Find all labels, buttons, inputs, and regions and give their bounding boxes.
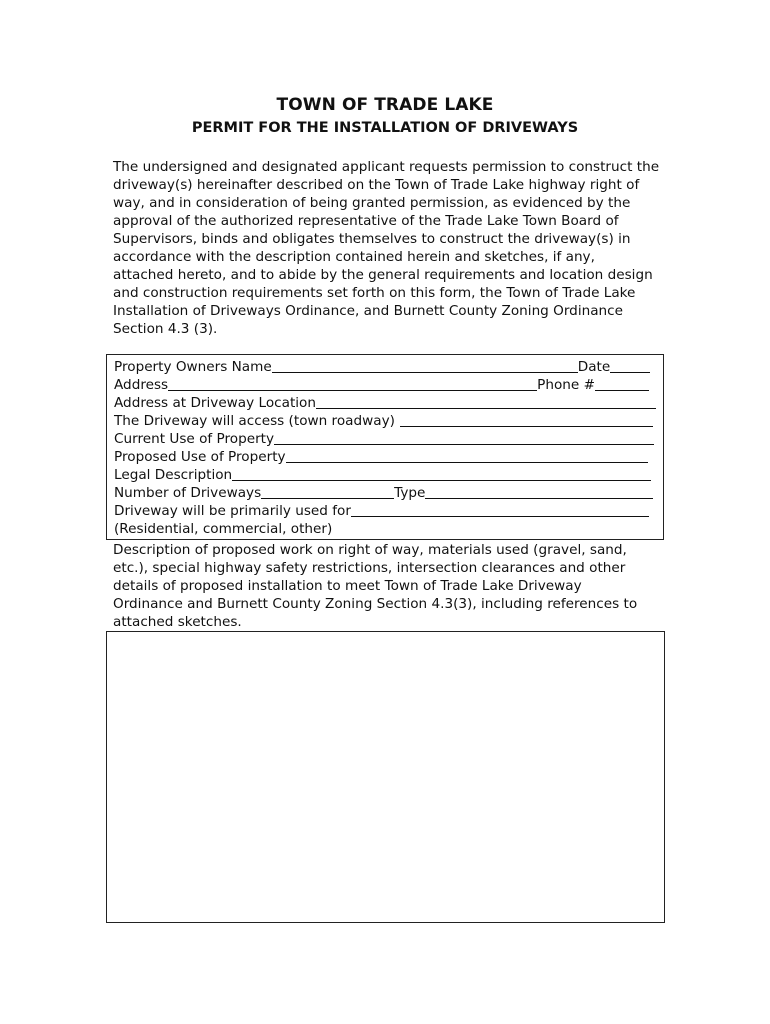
proposed-use-label: Proposed Use of Property	[114, 449, 286, 465]
primary-use-field[interactable]	[351, 502, 649, 517]
town-roadway-field[interactable]	[400, 412, 653, 427]
address-row	[114, 376, 649, 394]
owner-name-field[interactable]	[272, 358, 578, 373]
proposed-use-row	[114, 448, 648, 466]
driveway-location-field[interactable]	[316, 394, 656, 409]
intro-line: driveway(s) hereinafter described on the Town of Trade Lake highway right of	[113, 177, 640, 193]
date-field[interactable]	[610, 358, 650, 373]
type-label: Type	[394, 485, 426, 501]
type-field[interactable]	[425, 484, 653, 499]
description-line: Description of proposed work on right of way, materials used (gravel, sand,	[113, 542, 627, 558]
owner-name-label: Property Owners Name	[114, 359, 272, 375]
driveway-location-label: Address at Driveway Location	[114, 395, 316, 411]
legal-description-label: Legal Description	[114, 467, 233, 483]
primary-use-hint-row	[114, 520, 332, 538]
description-line: details of proposed installation to meet Town of Trade Lake Driveway	[113, 578, 582, 594]
intro-line: and construction requirements set forth on this form, the Town of Trade Lake	[113, 285, 636, 301]
phone-label: Phone #	[537, 377, 595, 393]
primary-use-row	[114, 502, 649, 520]
address-field[interactable]	[168, 376, 537, 391]
description-line: etc.), special highway safety restrictions, intersection clearances and other	[113, 560, 626, 576]
property-info-box	[106, 354, 664, 540]
intro-paragraph	[113, 158, 663, 338]
legal-description-field[interactable]	[232, 466, 651, 481]
legal-description-row	[114, 466, 651, 484]
primary-use-label: Driveway will be primarily used for	[114, 503, 351, 519]
intro-line: Installation of Driveways Ordinance, and Burnett County Zoning Ordinance	[113, 303, 623, 319]
intro-line: way, and in consideration of being granted permission, as evidenced by the	[113, 195, 631, 211]
intro-line: Section 4.3 (3).	[113, 321, 218, 337]
number-of-driveways-field[interactable]	[261, 484, 394, 499]
document-title: TOWN OF TRADE LAKE	[276, 95, 494, 115]
intro-line: approval of the authorized representative of the Trade Lake Town Board of	[113, 213, 619, 229]
phone-field[interactable]	[595, 376, 649, 391]
proposed-use-field[interactable]	[286, 448, 648, 463]
work-description-instructions	[113, 541, 663, 631]
current-use-field[interactable]	[274, 430, 654, 445]
description-line: attached sketches.	[113, 614, 242, 630]
driveway-location-row	[114, 394, 656, 412]
intro-line: The undersigned and designated applicant requests permission to construct the	[113, 159, 660, 175]
current-use-row	[114, 430, 654, 448]
owner-name-row	[114, 358, 650, 376]
intro-line: accordance with the description contained herein and sketches, if any,	[113, 249, 595, 265]
document-subtitle: PERMIT FOR THE INSTALLATION OF DRIVEWAYS	[191, 120, 579, 136]
work-description-field[interactable]	[106, 631, 665, 923]
intro-line: Supervisors, binds and obligates themselves to construct the driveway(s) in	[113, 231, 631, 247]
description-line: Ordinance and Burnett County Zoning Section 4.3(3), including references to	[113, 596, 638, 612]
address-label: Address	[114, 377, 169, 393]
intro-line: attached hereto, and to abide by the general requirements and location design	[113, 267, 653, 283]
current-use-label: Current Use of Property	[114, 431, 275, 447]
town-roadway-row	[114, 412, 653, 430]
driveways-row	[114, 484, 653, 502]
date-label: Date	[577, 359, 611, 375]
town-roadway-label: The Driveway will access (town roadway)	[114, 413, 395, 429]
number-of-driveways-label: Number of Driveways	[114, 485, 262, 501]
primary-use-hint: (Residential, commercial, other)	[114, 521, 333, 537]
